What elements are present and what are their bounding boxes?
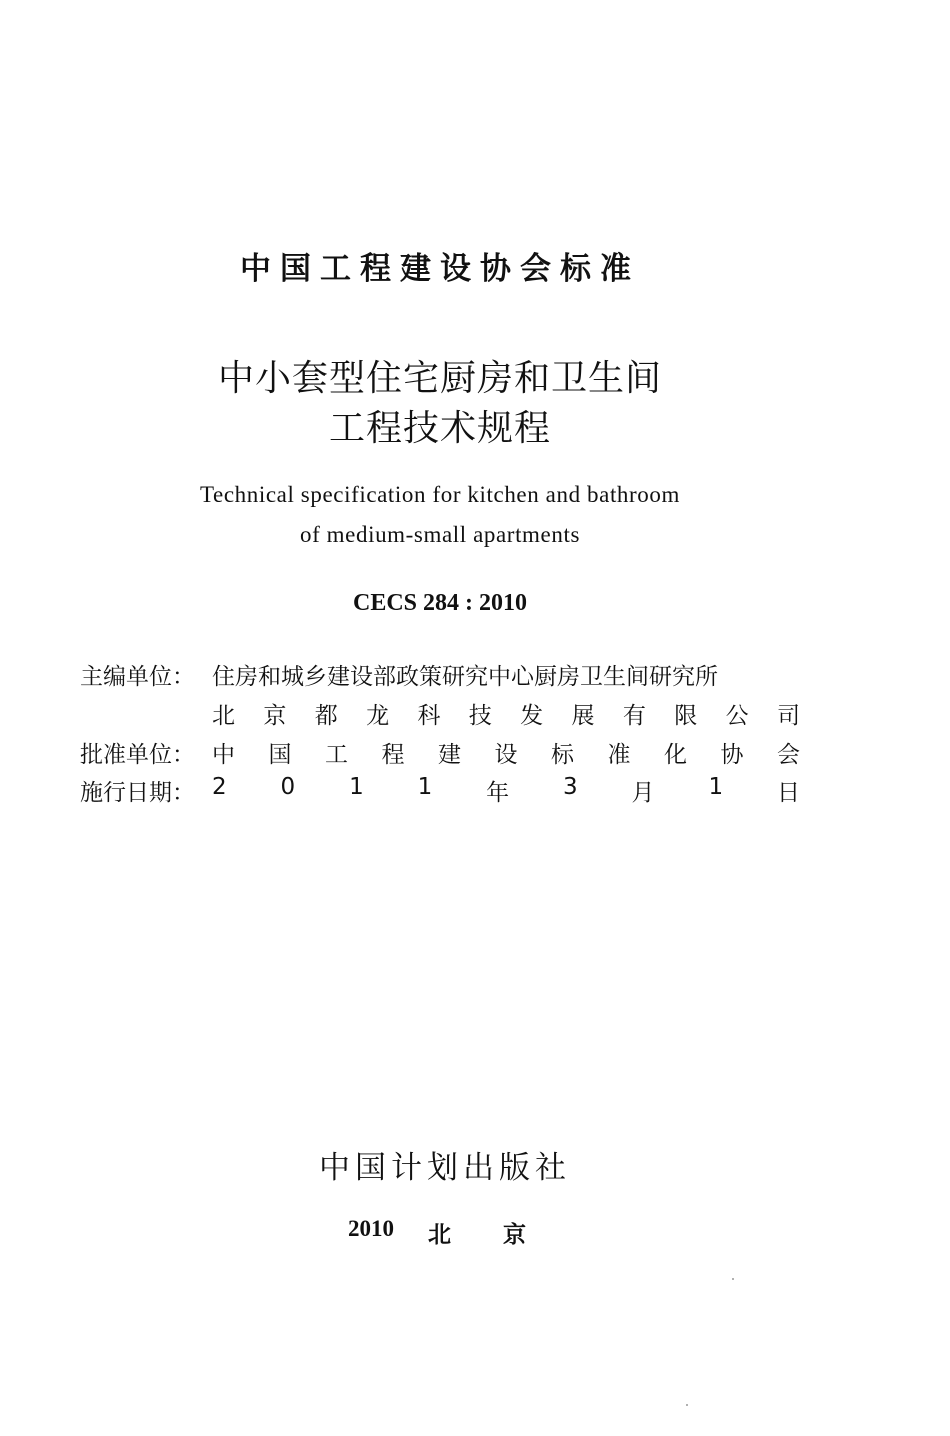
- title-en-line1: Technical specification for kitchen and bathroom: [200, 482, 680, 507]
- spaced-char: 司: [776, 702, 800, 729]
- spaced-char: 科: [417, 702, 441, 729]
- effective-date-value: [212, 774, 800, 807]
- spaced-char: 技: [468, 702, 492, 729]
- spaced-char: 准: [607, 741, 631, 768]
- title-zh-line1: 中小套型住宅厨房和卫生间: [217, 358, 662, 399]
- editor-row: [80, 657, 800, 691]
- publication-year: 2010: [348, 1216, 394, 1241]
- spaced-char: 程: [381, 741, 405, 768]
- title-en-line2: of medium-small apartments: [299, 522, 581, 547]
- publisher: 中国计划出版社: [319, 1150, 571, 1186]
- spaced-char: 发: [520, 702, 544, 729]
- editor-label: 主编单位：: [80, 663, 195, 690]
- approver-label: 批准单位：: [80, 741, 195, 768]
- spaced-char: 1: [349, 773, 364, 800]
- spaced-char: 1: [417, 773, 433, 800]
- spaced-char: 协: [720, 741, 744, 768]
- spaced-char: 月: [631, 779, 655, 806]
- spaced-char: 建: [438, 741, 461, 768]
- series-title: 中国工程建设协会标准: [240, 251, 640, 287]
- spaced-char: 2: [212, 773, 227, 800]
- spaced-char: 有: [622, 702, 646, 729]
- spaced-char: 设: [494, 741, 518, 768]
- spaced-char: 中: [212, 741, 235, 768]
- editor-value-2: [212, 697, 800, 730]
- standard-code: CECS 284 : 2010: [352, 590, 527, 616]
- spaced-char: 公: [725, 702, 749, 729]
- spaced-char: 化: [664, 741, 687, 768]
- scan-speck: [686, 1404, 688, 1406]
- publication-city: 北京: [428, 1222, 578, 1248]
- title-zh-line2: 工程技术规程: [328, 408, 551, 449]
- spaced-char: 展: [571, 702, 595, 729]
- spaced-char: 3: [563, 773, 578, 800]
- approver-value: [212, 736, 800, 769]
- spaced-char: 标: [551, 741, 574, 768]
- editor-row-2: [80, 696, 800, 730]
- spaced-char: 京: [263, 702, 287, 729]
- spaced-char: 会: [777, 741, 800, 768]
- spaced-char: 年: [486, 779, 510, 806]
- spaced-char: 龙: [366, 702, 390, 729]
- spaced-char: 都: [314, 702, 338, 729]
- spaced-char: 国: [268, 741, 292, 768]
- editor-value-1: 住房和城乡建设部政策研究中心厨房卫生间研究所: [212, 663, 718, 690]
- spaced-char: 1: [708, 773, 724, 800]
- scan-speck: [732, 1278, 734, 1280]
- spaced-char: 日: [776, 779, 800, 806]
- spaced-char: 工: [325, 741, 348, 768]
- publication-line: [348, 1216, 578, 1249]
- approver-row: [80, 735, 800, 769]
- spaced-char: 限: [674, 702, 698, 729]
- spaced-char: 北: [212, 702, 235, 729]
- effective-date-label: 施行日期：: [80, 779, 195, 806]
- spaced-char: 0: [280, 773, 296, 800]
- effective-date-row: [80, 773, 800, 807]
